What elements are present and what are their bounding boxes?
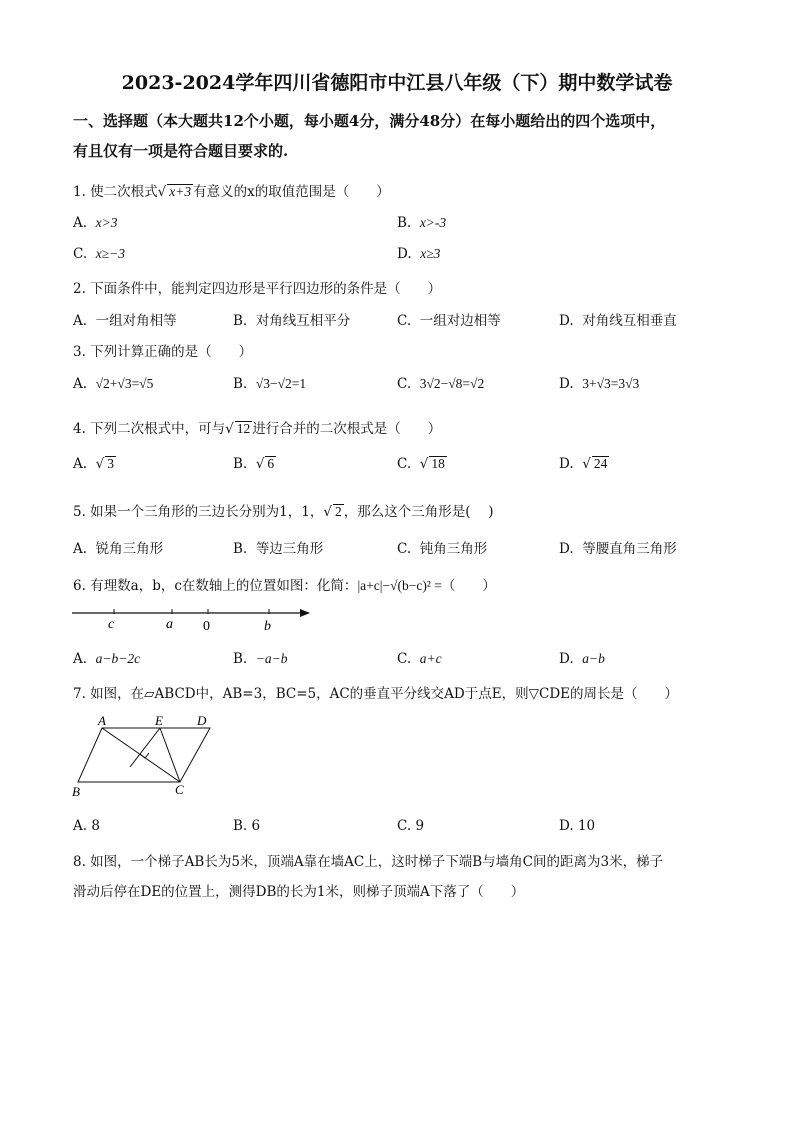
option-text: x≥−3 [95, 246, 125, 261]
option-letter: A. [73, 313, 88, 329]
option-letter: A. [73, 215, 88, 231]
number-line [70, 600, 320, 636]
option-text: 24 [593, 456, 608, 471]
question-8-line1: 8. 如图，一个梯子AB长为5米，顶端A靠在墙AC上，这时梯子下端B与墙角C间的距离为3米，梯子 [73, 854, 664, 870]
question-4-pre: 4. 下列二次根式中，可与 [73, 421, 226, 437]
question-6-pre: 6. 有理数a，b，c在数轴上的位置如图：化简： [73, 578, 358, 594]
radical-sign-icon: √ [419, 456, 429, 472]
q7-option-d[interactable] [559, 818, 595, 834]
option-text: a−b [582, 651, 605, 666]
q6-option-a[interactable] [73, 651, 140, 667]
option-letter: D. [397, 246, 412, 262]
option-text: 18 [431, 456, 445, 471]
label-A: A [98, 713, 106, 728]
label-D: D [197, 713, 207, 728]
section-heading-line2: 有且仅有一项是符合题目要求的. [73, 142, 289, 160]
option-letter: C. [397, 376, 412, 392]
option-text: 10 [577, 818, 596, 834]
q2-option-a[interactable] [73, 309, 177, 329]
q6-option-c[interactable] [397, 651, 442, 667]
question-1-post: 有意义的x的取值范围是（ ） [193, 184, 390, 200]
option-letter: C. [397, 313, 412, 329]
q1-option-d[interactable] [397, 246, 440, 262]
label-C: C [175, 782, 184, 797]
q6-option-b[interactable] [233, 651, 288, 667]
option-text: x>3 [95, 215, 118, 230]
option-letter: A. [73, 651, 88, 667]
label-zero: 0 [203, 619, 210, 634]
section-heading-line1: 一、选择题（本大题共12个小题，每小题4分，满分48分）在每小题给出的四个选项中， [73, 112, 666, 130]
option-letter: B. [397, 215, 412, 231]
option-letter: D. [559, 541, 574, 557]
option-letter: A. [73, 541, 88, 557]
option-letter: C. [397, 651, 412, 667]
option-letter: D. [559, 313, 574, 329]
option-text: 3√2−√8=√2 [419, 376, 485, 391]
option-letter: B. [233, 456, 248, 472]
option-letter: B. [233, 541, 248, 557]
option-text: 3 [107, 456, 114, 471]
question-6-expression: |a+c|−√(b−c)² =（ ） [357, 578, 496, 593]
question-4-radicand: 12 [236, 421, 251, 436]
option-text: 锐角三角形 [95, 541, 164, 557]
segment-ec [160, 728, 180, 782]
q2-option-c[interactable] [397, 309, 501, 329]
q2-option-b[interactable] [233, 309, 350, 329]
label-B: B [72, 784, 80, 799]
option-letter: B. [233, 313, 248, 329]
q7-option-b[interactable] [233, 818, 260, 834]
question-8-line2: 滑动后停在DE的位置上，测得DB的长为1米，则梯子顶端A下落了（ ） [73, 884, 525, 900]
q7-option-a[interactable] [73, 818, 100, 834]
option-letter: A. [73, 818, 88, 834]
option-letter: C. [397, 456, 412, 472]
option-text: 6 [251, 818, 261, 834]
option-letter: B. [233, 651, 248, 667]
q4-option-a[interactable] [73, 456, 116, 472]
question-3: 3. 下列计算正确的是（ ） [73, 344, 253, 360]
label-a: a [166, 617, 173, 632]
option-text: 等边三角形 [255, 541, 324, 557]
q3-option-b[interactable] [233, 376, 306, 392]
option-text: 对角线互相平分 [255, 313, 351, 329]
q3-option-d[interactable] [559, 376, 639, 392]
q5-option-d[interactable] [559, 537, 677, 557]
option-text: 钝角三角形 [419, 541, 488, 557]
question-1-pre: 1. 使二次根式 [73, 184, 158, 200]
q5-option-c[interactable] [397, 537, 487, 557]
option-text: 8 [91, 818, 100, 834]
question-7: 7. 如图，在▱ABCD中，AB=3，BC=5，AC的垂直平分线交AD于点E，则▽CDE的周长是（ ） [73, 686, 678, 702]
option-text: 一组对边相等 [419, 313, 501, 329]
radical-sign-icon: √ [225, 421, 234, 437]
option-letter: D. [559, 818, 574, 834]
option-text: √3−√2=1 [255, 376, 307, 391]
option-text: 3+√3=3√3 [582, 376, 640, 391]
exam-title: 2023-2024学年四川省德阳市中江县八年级（下）期中数学试卷 [121, 72, 673, 94]
q5-option-b[interactable] [233, 537, 323, 557]
question-4 [73, 417, 441, 437]
q7-option-c[interactable] [397, 818, 424, 834]
option-text: 一组对角相等 [95, 313, 177, 329]
q1-option-c[interactable] [73, 246, 125, 262]
q3-option-a[interactable] [73, 376, 153, 392]
option-letter: C. [73, 246, 88, 262]
question-2: 2. 下面条件中，能判定四边形是平行四边形的条件是（ ） [73, 281, 442, 297]
question-5 [73, 500, 494, 520]
radical-sign-icon: √ [582, 456, 591, 472]
question-6 [73, 574, 496, 594]
label-E: E [155, 713, 163, 728]
option-text: 9 [415, 818, 425, 834]
question-5-post: ，那么这个三角形是( ) [343, 504, 494, 520]
q4-option-b[interactable] [233, 456, 276, 472]
option-letter: D. [559, 651, 574, 667]
label-c: c [108, 617, 115, 632]
option-text: a−b−2c [95, 651, 141, 666]
label-b: b [264, 619, 271, 634]
option-text: −a−b [255, 651, 288, 666]
option-text: 等腰直角三角形 [582, 541, 677, 557]
option-letter: C. [397, 818, 412, 834]
option-letter: D. [559, 456, 574, 472]
q3-option-c[interactable] [397, 376, 484, 392]
parallelogram-abcd [78, 728, 210, 782]
option-text: 6 [267, 456, 275, 471]
number-line-arrow-icon [300, 609, 310, 617]
radical-sign-icon: √ [95, 456, 105, 472]
q6-option-d[interactable] [559, 651, 605, 667]
q4-option-c[interactable] [397, 456, 447, 472]
option-text: 对角线互相垂直 [582, 313, 677, 329]
perpendicular-bisector [130, 728, 160, 767]
option-letter: D. [559, 376, 574, 392]
option-text: x>-3 [419, 215, 447, 230]
option-letter: B. [233, 376, 248, 392]
q2-option-d[interactable] [559, 309, 677, 329]
q5-option-a[interactable] [73, 537, 163, 557]
option-letter: A. [73, 376, 88, 392]
option-letter: C. [397, 541, 412, 557]
question-4-post: 进行合并的二次根式是（ ） [252, 421, 442, 437]
radical-sign-icon: √ [157, 184, 167, 200]
parallelogram-figure [68, 712, 218, 800]
question-1 [73, 180, 390, 200]
q1-option-a[interactable] [73, 215, 118, 231]
radical-sign-icon: √ [255, 456, 265, 472]
question-1-radicand: x+3 [169, 184, 192, 199]
option-letter: B. [233, 818, 248, 834]
question-5-pre: 5. 如果一个三角形的三边长分别为1，1， [73, 504, 324, 520]
option-text: a+c [419, 651, 442, 666]
option-text: √2+√3=√5 [95, 376, 154, 391]
question-5-radicand: 2 [334, 504, 342, 519]
option-text: x≥3 [420, 246, 441, 261]
q1-option-b[interactable] [397, 215, 446, 231]
radical-sign-icon: √ [323, 504, 332, 520]
right-angle-mark-icon [140, 753, 149, 758]
q4-option-d[interactable] [559, 456, 609, 472]
option-letter: A. [73, 456, 88, 472]
